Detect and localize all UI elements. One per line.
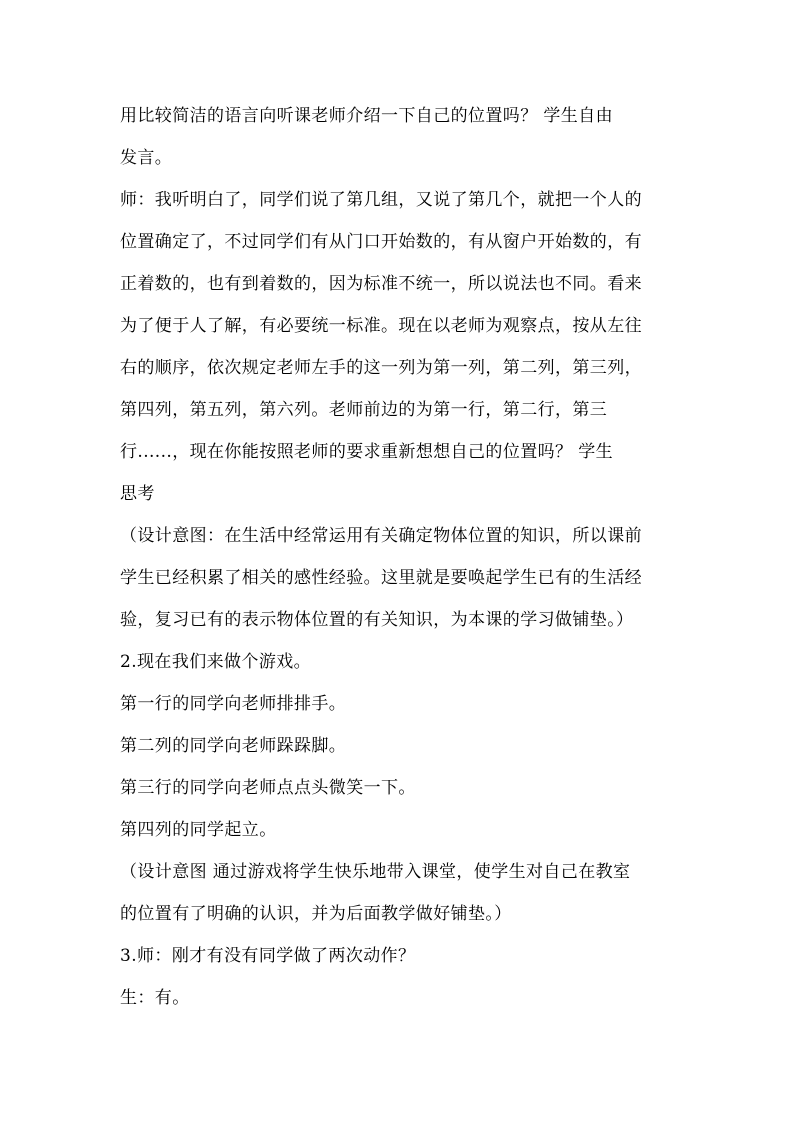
paragraph-line: 思考 xyxy=(120,484,155,504)
game-instruction: 第一行的同学向老师排排手。 xyxy=(120,694,347,714)
game-instruction: 第二列的同学向老师跺跺脚。 xyxy=(120,736,347,756)
design-intent-line: 学生已经积累了相关的感性经验。这里就是要唤起学生已有的生活经 xyxy=(120,568,642,588)
paragraph-line: 位置确定了，不过同学们有从门口开始数的，有从窗户开始数的，有 xyxy=(120,232,642,252)
step-heading: 3.师：刚才有没有同学做了两次动作？ xyxy=(120,946,416,966)
paragraph-line: 为了便于人了解，有必要统一标准。现在以老师为观察点，按从左往 xyxy=(120,316,642,336)
design-intent-line: 的位置有了明确的认识，并为后面教学做好铺垫。） xyxy=(120,904,512,924)
design-intent-line: 验，复习已有的表示物体位置的有关知识，为本课的学习做铺垫。） xyxy=(120,610,634,630)
design-intent-line: （设计意图 通过游戏将学生快乐地带入课堂，使学生对自己在教室 xyxy=(120,862,631,882)
paragraph-line: 发言。 xyxy=(120,148,173,168)
game-instruction: 第四列的同学起立。 xyxy=(120,820,277,840)
student-answer: 生：有。 xyxy=(120,988,190,1008)
paragraph-line: 正着数的，也有到着数的，因为标准不统一，所以说法也不同。看来 xyxy=(120,274,642,294)
game-instruction: 第三行的同学向老师点点头微笑一下。 xyxy=(120,778,416,798)
paragraph-line: 师：我听明白了，同学们说了第几组，又说了第几个，就把一个人的 xyxy=(120,190,642,210)
paragraph-line: 行......，现在你能按照老师的要求重新想想自己的位置吗？ 学生 xyxy=(120,442,614,462)
paragraph-line: 用比较简洁的语言向听课老师介绍一下自己的位置吗？ 学生自由 xyxy=(120,106,614,126)
step-heading: 2.现在我们来做个游戏。 xyxy=(120,652,312,672)
paragraph-line: 右的顺序，依次规定老师左手的这一列为第一列，第二列，第三列， xyxy=(120,358,642,378)
paragraph-line: 第四列，第五列，第六列。老师前边的为第一行，第二行，第三 xyxy=(120,400,608,420)
design-intent-line: （设计意图：在生活中经常运用有关确定物体位置的知识，所以课前 xyxy=(120,526,642,546)
